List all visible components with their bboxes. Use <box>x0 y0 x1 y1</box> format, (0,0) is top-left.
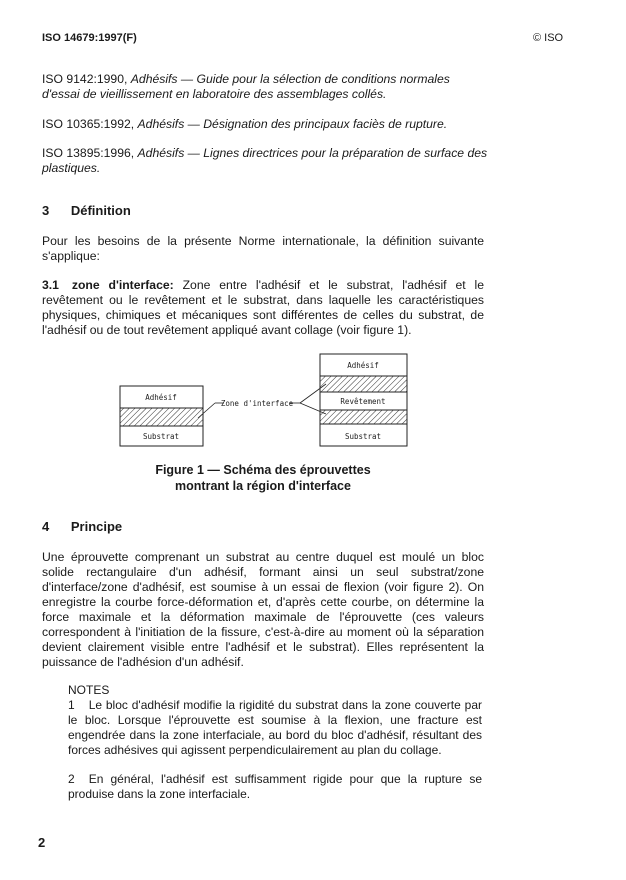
caption-line-1: Figure 1 — Schéma des éprouvettes <box>155 463 371 477</box>
standard-id: ISO 14679:1997(F) <box>42 32 137 44</box>
reference-code: ISO 9142:1990, <box>42 72 128 86</box>
reference-title: Adhésifs — Lignes directrices pour la préparation de surface des plastiques. <box>42 146 488 175</box>
left-adhesive-label: Adhésif <box>145 393 177 402</box>
left-substrate-label: Substrat <box>142 432 180 441</box>
right-adhesive-label: Adhésif <box>347 361 379 370</box>
term-number: 3.1 <box>42 278 59 292</box>
figure-1-caption <box>100 462 426 494</box>
page-number: 2 <box>38 835 46 850</box>
section-number: 3 <box>42 203 50 218</box>
right-substrate-label: Substrat <box>344 432 382 441</box>
right-lower-interface-zone <box>320 410 407 424</box>
note-text: Le bloc d'adhésif modifie la rigidité du substrat dans la zone couverte par le bloc. Lorsque l'éprouvette est soumise à la flexion, une fracture est engendrée dans la zone interfaciale, au bord du bloc d'adhésif, résultant des forces adhésives qui agissent perpendiculairement au plan du collage. <box>68 698 482 757</box>
reference-code: ISO 13895:1996, <box>42 146 135 160</box>
zone-interface-label: Zone d'interface <box>220 399 294 408</box>
note-number: 2 <box>68 772 75 786</box>
reference-title: Adhésifs — Désignation des principaux faciès de rupture. <box>137 117 448 131</box>
figure-1-diagram <box>110 348 420 450</box>
term: zone d'interface: <box>71 278 174 292</box>
term-definition: Zone entre l'adhésif et le substrat, l'adhésif et le revêtement ou le revêtement et le substrat, dans laquelle les caractéristiques physiques, chimiques et mécaniques sont différentes de celles du substrat, de l'adhésif ou de tout revêtement appliqué avant collage (voir figure 1). <box>42 278 484 337</box>
note-1 <box>68 698 482 758</box>
reference-iso-10365 <box>42 117 542 132</box>
reference-iso-9142 <box>42 72 488 102</box>
caption-line-2: montrant la région d'interface <box>175 479 351 493</box>
section-title: Principe <box>70 519 123 534</box>
definition-3-1 <box>42 278 484 338</box>
section-number: 4 <box>42 519 50 534</box>
section-4-heading <box>42 519 122 534</box>
reference-code: ISO 10365:1992, <box>42 117 135 131</box>
copyright: © ISO <box>533 32 564 44</box>
section-3-heading <box>42 203 131 218</box>
right-coating-label: Revêtement <box>340 397 386 406</box>
section-4-body: Une éprouvette comprenant un substrat au centre duquel est moulé un bloc solide rectangulaire d'un adhésif, formant ainsi un seul substrat/zone d'interface/zone d'adhésif, est soumise à un essai de flexion (voir figure 2). On enregistre la courbe force-déformation et, d'après cette courbe, on détermine la force maximale et la déformation maximale de l'éprouvette (ces valeurs correspondent à l'initiation de la fissure, c'est-à-dire au moment où la séparation devient clairement visible entre l'adhésif et le substrat). Elles représentent la puissance de l'adhésion d'un adhésif. <box>42 550 484 669</box>
right-upper-interface-zone <box>320 376 407 392</box>
note-number: 1 <box>68 698 75 712</box>
reference-iso-13895 <box>42 146 488 176</box>
notes-heading: NOTES <box>68 683 110 697</box>
left-interface-zone <box>120 408 203 426</box>
note-2 <box>68 772 482 802</box>
reference-title: Adhésifs — Guide pour la sélection de conditions normales d'essai de vieillissement en laboratoire des assemblages collés. <box>42 72 450 101</box>
section-3-intro: Pour les besoins de la présente Norme internationale, la définition suivante s'applique: <box>42 234 484 263</box>
note-text: En général, l'adhésif est suffisamment rigide pour que la rupture se produise dans la zone interfaciale. <box>68 772 482 801</box>
section-title: Définition <box>70 203 131 218</box>
